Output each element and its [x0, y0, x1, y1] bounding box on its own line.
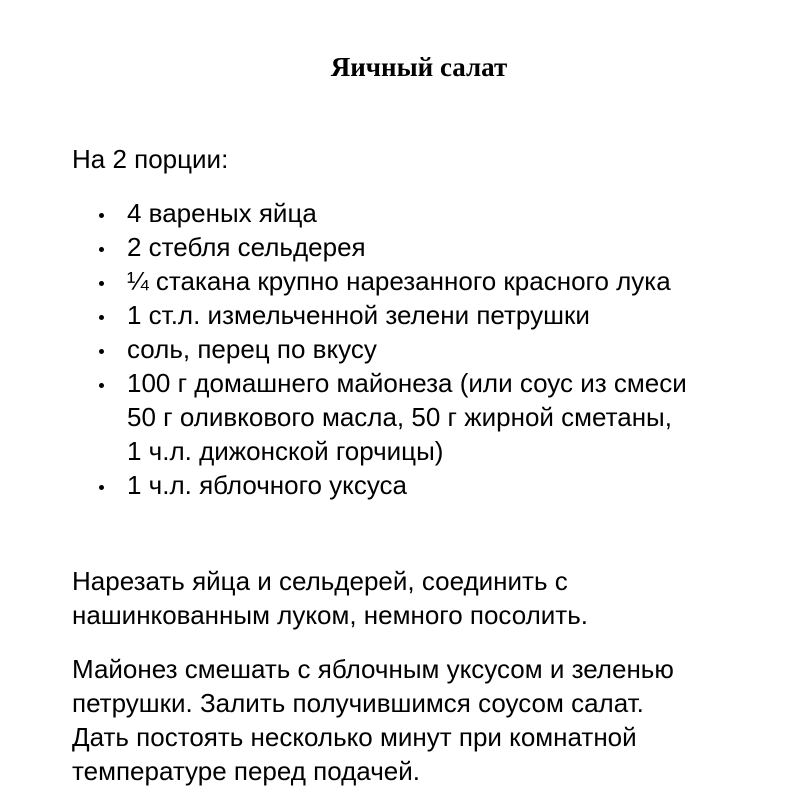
- ingredients-list: [72, 196, 792, 502]
- ingredient-item: [72, 230, 792, 264]
- ingredient-line: 1 ч.л. яблочного уксуса: [127, 470, 408, 500]
- ingredient-line: 4 вареных яйца: [127, 198, 317, 228]
- bullet-icon: [99, 247, 104, 252]
- ingredient-line: 100 г домашнего майонеза (или соус из смеси: [127, 368, 687, 398]
- ingredient-line: соль, перец по вкусу: [127, 334, 377, 364]
- instruction-line: температуре перед подачей.: [72, 756, 420, 786]
- instruction-line: нашинкованным луком, немного посолить.: [72, 600, 588, 630]
- ingredient-item: [72, 332, 792, 366]
- instruction-line: Нарезать яйца и сельдерей, соединить с: [72, 566, 568, 596]
- ingredient-line: 50 г оливкового масла, 50 г жирной сметаны,: [127, 402, 672, 432]
- ingredient-item: [72, 366, 792, 468]
- ingredient-item: [72, 468, 792, 502]
- ingredient-item: [72, 264, 792, 298]
- ingredient-item: [72, 196, 792, 230]
- bullet-icon: [99, 315, 104, 320]
- bullet-icon: [99, 281, 104, 286]
- bullet-icon: [99, 383, 104, 388]
- bullet-icon: [99, 485, 104, 490]
- ingredient-line: 1 ч.л. дижонской горчицы): [127, 436, 444, 466]
- ingredient-line: 1 ст.л. измельченной зелени петрушки: [127, 300, 590, 330]
- ingredient-item: [72, 298, 792, 332]
- instruction-paragraph: [72, 564, 792, 632]
- ingredient-line: 2 стебля сельдерея: [127, 232, 366, 262]
- instruction-line: Дать постоять несколько минут при комнатной: [72, 722, 637, 752]
- servings-text: На 2 порции:: [72, 144, 229, 174]
- bullet-icon: [99, 349, 104, 354]
- bullet-icon: [99, 213, 104, 218]
- instruction-line: Майонез смешать с яблочным уксусом и зеленью: [72, 654, 674, 684]
- instruction-paragraph: [72, 652, 792, 788]
- recipe-title: Яичный салат: [330, 52, 508, 82]
- ingredient-line: ¼ стакана крупно нарезанного красного лука: [127, 266, 671, 296]
- instruction-line: петрушки. Залить получившимся соусом салат.: [72, 688, 644, 718]
